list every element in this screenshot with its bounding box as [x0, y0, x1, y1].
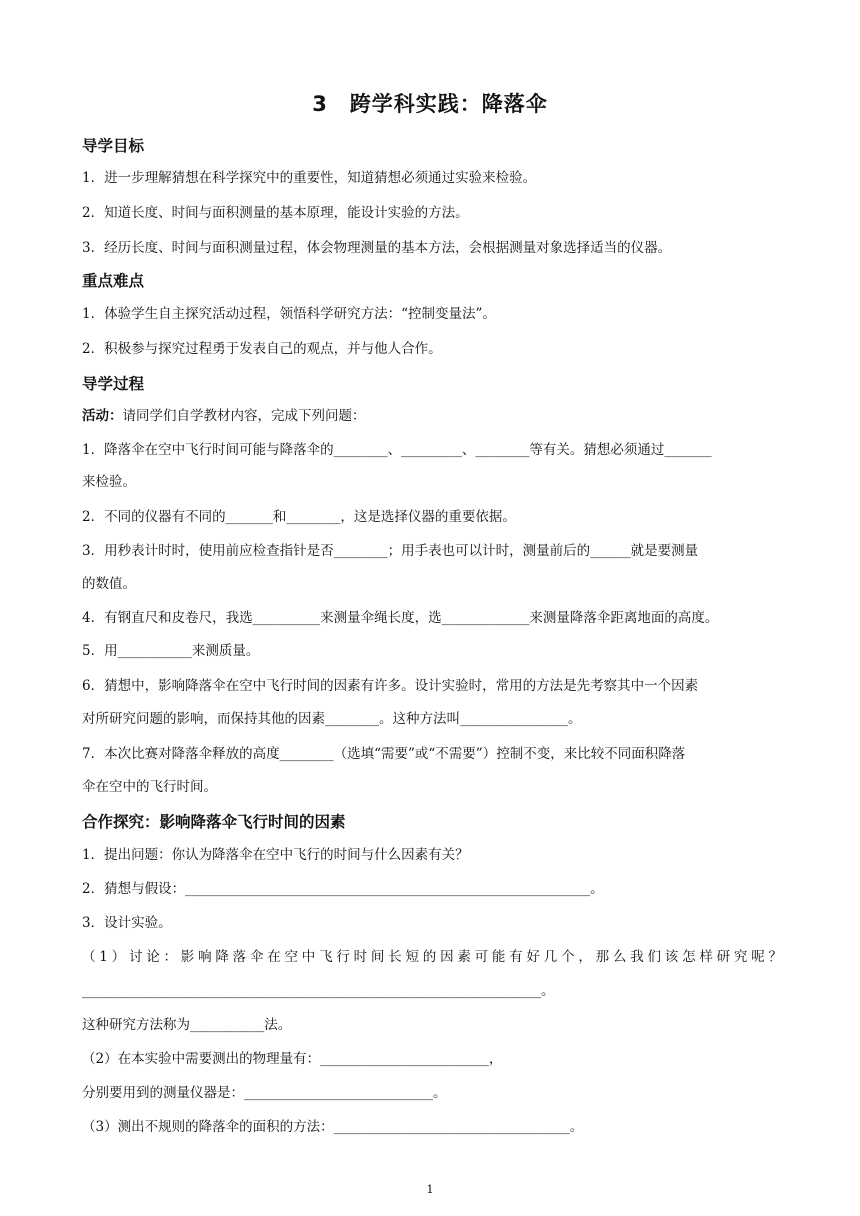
section-heading-goals: 导学目标	[82, 137, 145, 155]
key-point-item: 1．体验学生自主探究活动过程，领悟科学研究方法：“控制变量法”。	[82, 306, 496, 322]
explore-sub-1-line-c: 这种研究方法称为___________法。	[82, 1017, 292, 1033]
key-point-item: 2．积极参与探究过程勇于发表自己的观点，并与他人合作。	[82, 341, 442, 357]
explore-sub-1-line-b: ____________________________________________________________________。	[82, 983, 555, 999]
section-heading-explore: 合作探究：影响降落伞飞行时间的因素	[82, 813, 346, 831]
question-1-line-b: 来检验。	[82, 474, 136, 490]
question-3-line-b: 的数值。	[82, 576, 136, 592]
explore-sub-3: （3）测出不规则的降落伞的面积的方法：___________________________________。	[82, 1119, 584, 1135]
question-4: 4．有钢直尺和皮卷尺，我选__________来测量伞绳长度，选_____________来测量降落伞距离地面的高度。	[82, 610, 719, 626]
question-7-line-a: 7．本次比赛对降落伞释放的高度________（选填“需要”或“不需要”）控制不变，来比较不同面积降落	[82, 746, 686, 762]
section-heading-process: 导学过程	[82, 375, 145, 393]
explore-item-3: 3．设计实验。	[82, 915, 172, 931]
goal-item: 2．知道长度、时间与面积测量的基本原理，能设计实验的方法。	[82, 205, 469, 221]
question-6-line-b: 对所研究问题的影响，而保持其他的因素________。这种方法叫________________。	[82, 711, 582, 727]
page-title: 3 跨学科实践：降落伞	[312, 92, 548, 116]
page-number: 1	[426, 1183, 434, 1196]
activity-text: 请同学们自学教材内容，完成下列问题：	[122, 408, 366, 424]
question-3-line-a: 3．用秒表计时时，使用前应检查指针是否________；用手表也可以计时，测量前后的______就是要测量	[82, 543, 699, 559]
question-5: 5．用___________来测质量。	[82, 643, 260, 659]
explore-item-1: 1．提出问题：你认为降落伞在空中飞行的时间与什么因素有关？	[82, 847, 469, 863]
goal-item: 1．进一步理解猜想在科学探究中的重要性，知道猜想必须通过实验来检验。	[82, 170, 537, 186]
section-heading-key-points: 重点难点	[82, 272, 145, 290]
goal-item: 3．经历长度、时间与面积测量过程，体会物理测量的基本方法，会根据测量对象选择适当的仪器。	[82, 240, 672, 256]
explore-sub-2-line-a: （2）在本实验中需要测出的物理量有：_________________________，	[82, 1051, 503, 1067]
explore-item-2: 2．猜想与假设：____________________________________________________________。	[82, 881, 604, 897]
activity-label: 活动：	[82, 408, 123, 424]
question-1-line-a: 1．降落伞在空中飞行时间可能与降落伞的________、_________、________等有关。猜想必须通过_______	[82, 442, 712, 458]
question-6-line-a: 6．猜想中，影响降落伞在空中飞行时间的因素有许多。设计实验时，常用的方法是先考察其中一个因素	[82, 678, 699, 694]
activity-line	[82, 406, 782, 426]
question-7-line-b: 伞在空中的飞行时间。	[82, 779, 217, 795]
explore-sub-1-line-a: （1）讨论：影响降落伞在空中飞行时间长短的因素可能有好几个，那么我们该怎样研究呢？	[82, 949, 782, 965]
question-2: 2．不同的仪器有不同的_______和________，这是选择仪器的重要依据。	[82, 509, 516, 525]
explore-sub-2-line-b: 分别要用到的测量仪器是：____________________________。	[82, 1085, 447, 1101]
